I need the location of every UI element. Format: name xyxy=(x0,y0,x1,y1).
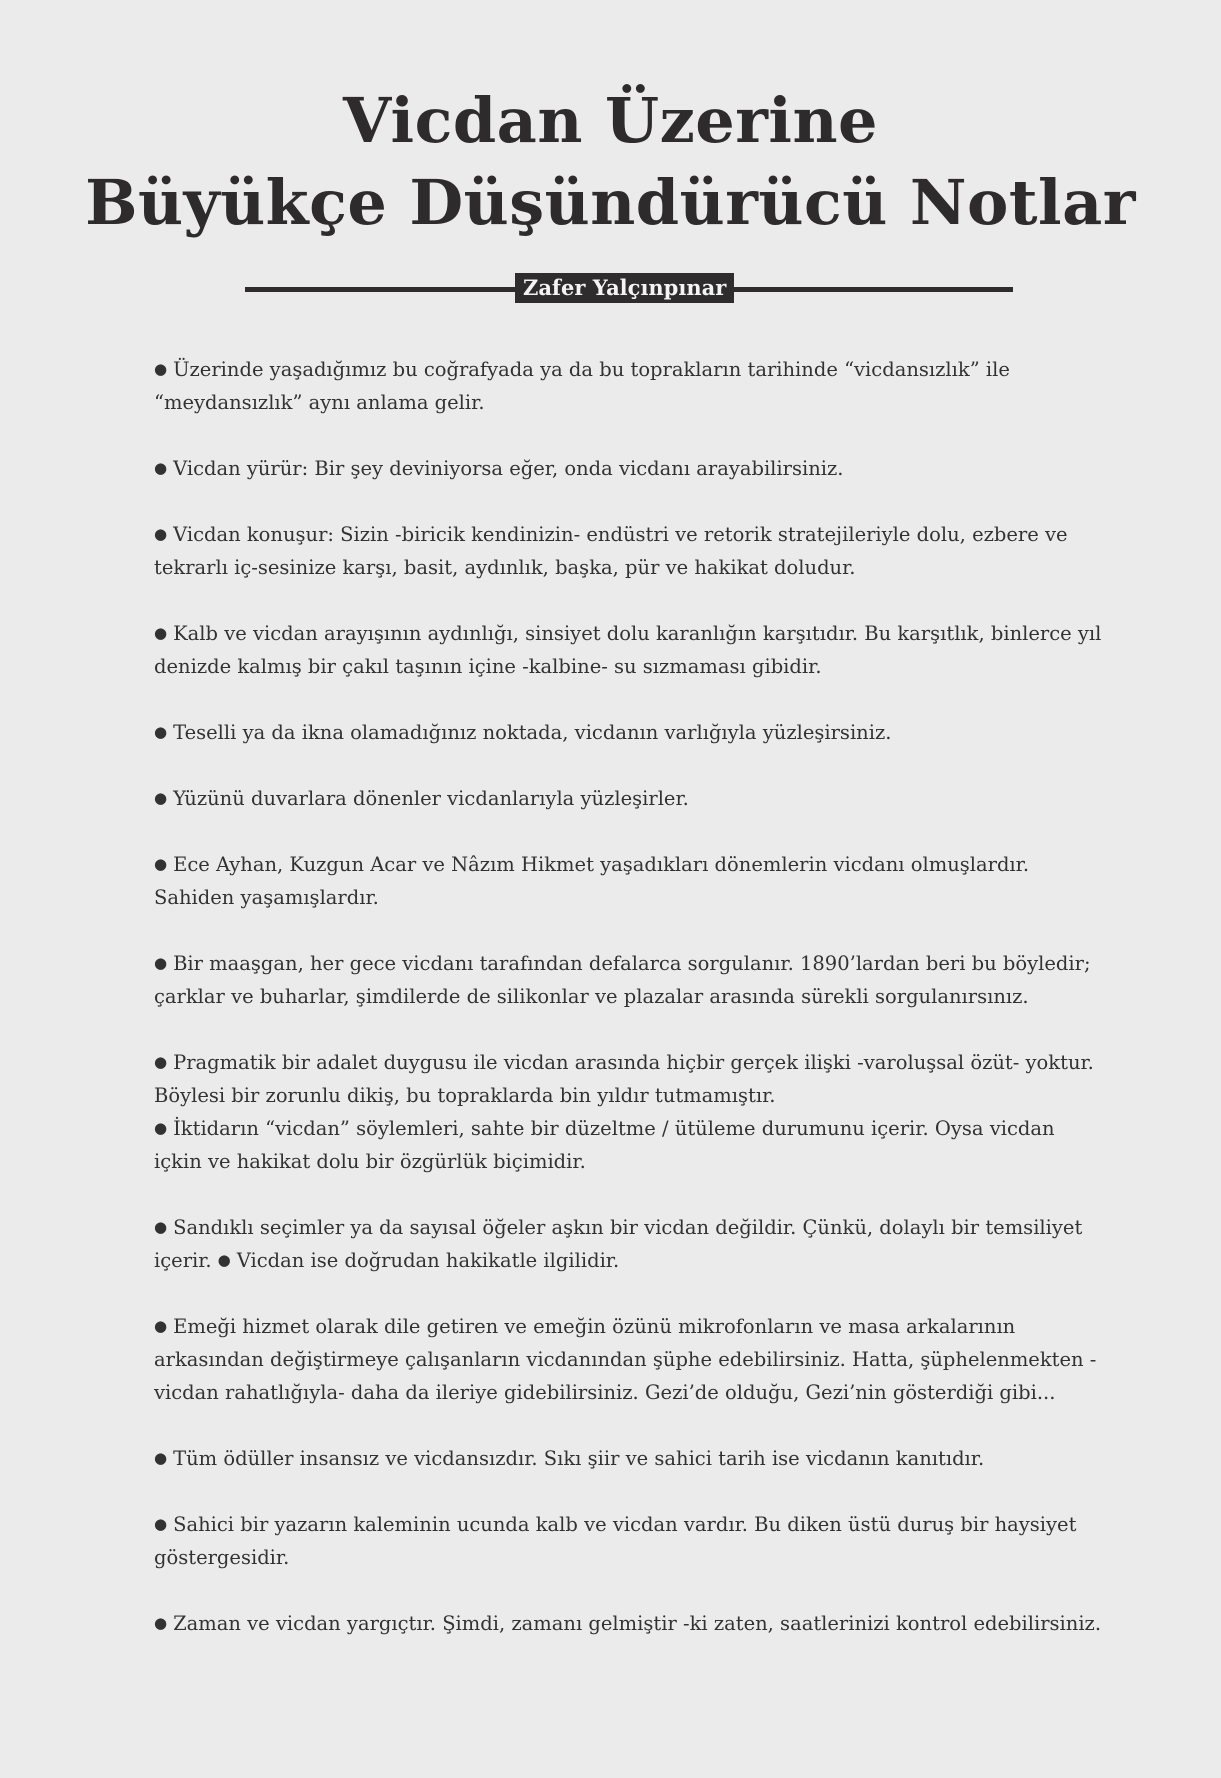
bullet-icon: ● xyxy=(154,525,168,543)
note-text: Vicdan yürür: Bir şey deviniyorsa eğer, onda vicdanı arayabilirsiniz. xyxy=(173,457,844,480)
bullet-icon: ● xyxy=(154,789,168,807)
note-text: Ece Ayhan, Kuzgun Acar ve Nâzım Hikmet yaşadıkları dönemlerin vicdanı olmuşlardır. Sahiden yaşamışlardır. xyxy=(154,853,1030,909)
author-name: Zafer Yalçınpınar xyxy=(515,273,734,303)
note-text: Zaman ve vicdan yargıçtır. Şimdi, zamanı gelmiştir -ki zaten, saatlerinizi kontrol edebilirsiniz. xyxy=(173,1612,1102,1635)
bullet-icon: ● xyxy=(154,1614,168,1632)
note-text: Emeği hizmet olarak dile getiren ve emeğin özünü mikrofonların ve masa arkalarının arkasından değiştirmeye çalışanların vicdanından şüphe edebilirsiniz. Hatta, şüphelenmekten -vicdan rahatlığıyla- daha da ileriye gidebilirsiniz. Gezi’de olduğu, Gezi’nin gösterdiği gibi... xyxy=(154,1315,1097,1404)
note-text: Vicdan konuşur: Sizin -biricik kendinizin- endüstri ve retorik stratejileriyle dolu, ezbere ve tekrarlı iç-sesinize karşı, basit, aydınlık, başka, pür ve hakikat doludur. xyxy=(154,523,1068,579)
bullet-icon: ● xyxy=(154,1218,168,1236)
note-item xyxy=(154,1607,1104,1640)
bullet-icon: ● xyxy=(154,1515,168,1533)
note-text: Teselli ya da ikna olamadığınız noktada, vicdanın varlığıyla yüzleşirsiniz. xyxy=(173,721,892,744)
note-item xyxy=(154,1310,1104,1409)
note-text: Sahici bir yazarın kaleminin ucunda kalb ve vicdan vardır. Bu diken üstü duruş bir haysiyet göstergesidir. xyxy=(154,1513,1077,1569)
note-item xyxy=(154,1508,1104,1574)
note-text: Bir maaşgan, her gece vicdanı tarafından defalarca sorgulanır. 1890’lardan beri bu böyledir; çarklar ve buharlar, şimdilerde de silikonlar ve plazalar arasında sürekli sorgulanırsınız. xyxy=(154,952,1091,1008)
note-item xyxy=(154,947,1104,1013)
article-body xyxy=(154,353,1104,1640)
note-text: Yüzünü duvarlara dönenler vicdanlarıyla yüzleşirler. xyxy=(173,787,689,810)
note-item xyxy=(154,353,1104,419)
bullet-icon: ● xyxy=(154,624,168,642)
note-item xyxy=(154,452,1104,485)
bullet-icon: ● xyxy=(154,954,168,972)
note-item xyxy=(154,1112,1104,1178)
note-item xyxy=(154,1046,1104,1112)
author-byline xyxy=(245,270,1013,306)
note-item xyxy=(154,1211,1104,1277)
note-item xyxy=(154,1442,1104,1475)
note-text: Üzerinde yaşadığımız bu coğrafyada ya da bu toprakların tarihinde “vicdansızlık” ile “meydansızlık” aynı anlama gelir. xyxy=(154,358,1010,414)
note-item xyxy=(154,848,1104,914)
note-text: Sandıklı seçimler ya da sayısal öğeler aşkın bir vicdan değildir. Çünkü, dolaylı bir temsiliyet içerir. xyxy=(154,1216,1083,1272)
bullet-icon: ● xyxy=(154,1119,168,1137)
bullet-icon: ● xyxy=(217,1251,231,1269)
bullet-icon: ● xyxy=(154,1449,168,1467)
bullet-icon: ● xyxy=(154,1317,168,1335)
note-text: Vicdan ise doğrudan hakikatle ilgilidir. xyxy=(236,1249,620,1272)
note-item xyxy=(154,782,1104,815)
note-text: Pragmatik bir adalet duygusu ile vicdan arasında hiçbir gerçek ilişki -varoluşsal özüt- yoktur. Böylesi bir zorunlu dikiş, bu topraklarda bin yıldır tutmamıştır. xyxy=(154,1051,1094,1107)
bullet-icon: ● xyxy=(154,459,168,477)
note-text: Kalb ve vicdan arayışının aydınlığı, sinsiyet dolu karanlığın karşıtıdır. Bu karşıtlık, binlerce yıl denizde kalmış bir çakıl taşının içine -kalbine- su sızmaması gibidir. xyxy=(154,622,1102,678)
note-item xyxy=(154,716,1104,749)
note-text: Tüm ödüller insansız ve vicdansızdır. Sıkı şiir ve sahici tarih ise vicdanın kanıtıdır. xyxy=(173,1447,985,1470)
bullet-icon: ● xyxy=(154,1053,168,1071)
bullet-icon: ● xyxy=(154,723,168,741)
note-text: İktidarın “vicdan” söylemleri, sahte bir düzeltme / ütüleme durumunu içerir. Oysa vicdan içkin ve hakikat dolu bir özgürlük biçimidir. xyxy=(154,1117,1055,1173)
article-title-line-2: Büyükçe Düşündürücü Notlar xyxy=(85,166,1136,239)
bullet-icon: ● xyxy=(154,360,168,378)
note-item xyxy=(154,617,1104,683)
bullet-icon: ● xyxy=(154,855,168,873)
article-title-line-1: Vicdan Üzerine xyxy=(343,84,878,157)
note-item xyxy=(154,518,1104,584)
